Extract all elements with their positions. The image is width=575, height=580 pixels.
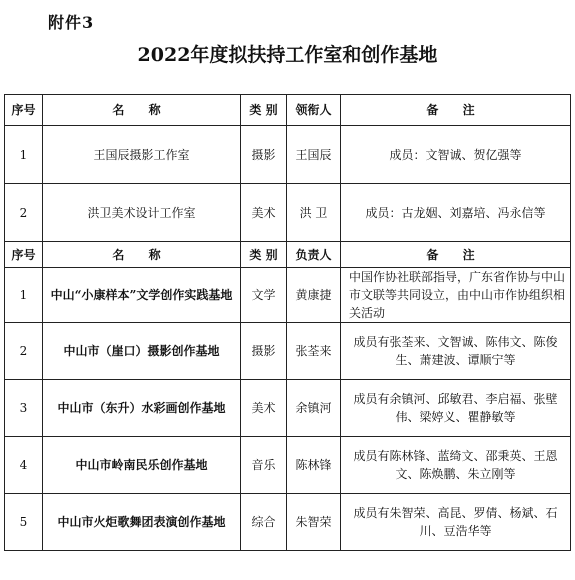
row-name: 中山市（东升）水彩画创作基地 — [43, 380, 241, 437]
row-category: 文学 — [241, 268, 287, 323]
table-row — [5, 437, 571, 494]
row-category: 美术 — [241, 380, 287, 437]
row-leader: 张荃来 — [287, 323, 341, 380]
header-category: 类 别 — [241, 95, 287, 126]
table-row — [5, 184, 571, 242]
row-leader: 陈林锋 — [287, 437, 341, 494]
row-no: 1 — [5, 268, 43, 323]
header-no: 序号 — [5, 242, 43, 268]
row-note: 成员有陈林锋、蓝绮文、邵秉英、王恩文、陈焕鹏、朱立刚等 — [341, 437, 571, 494]
support-table — [4, 94, 571, 551]
header-name: 名 称 — [43, 95, 241, 126]
header-category: 类 别 — [241, 242, 287, 268]
row-category: 音乐 — [241, 437, 287, 494]
header-note: 备 注 — [341, 242, 571, 268]
row-note: 成员有朱智荣、高昆、罗倩、杨斌、石川、豆浩华等 — [341, 494, 571, 551]
bases-header-row — [5, 242, 571, 268]
row-category: 综合 — [241, 494, 287, 551]
row-leader: 黄康捷 — [287, 268, 341, 323]
row-name: 中山市岭南民乐创作基地 — [43, 437, 241, 494]
row-name: 中山“小康样本”文学创作实践基地 — [43, 268, 241, 323]
row-category: 摄影 — [241, 126, 287, 184]
table-row — [5, 268, 571, 323]
table-row — [5, 380, 571, 437]
table-row — [5, 126, 571, 184]
row-no: 1 — [5, 126, 43, 184]
row-note: 成员：文智诚、贺亿强等 — [341, 126, 571, 184]
row-note: 成员有余镇河、邱敏君、李启福、张壁伟、梁婷义、瞿静敏等 — [341, 380, 571, 437]
attachment-label: 附件3 — [48, 13, 95, 32]
row-leader: 朱智荣 — [287, 494, 341, 551]
row-no: 2 — [5, 184, 43, 242]
row-name: 中山市（崖口）摄影创作基地 — [43, 323, 241, 380]
row-note: 中国作协社联部指导，广东省作协与中山市文联等共同设立，由中山市作协组织相关活动 — [341, 268, 571, 323]
row-name: 中山市火炬歌舞团表演创作基地 — [43, 494, 241, 551]
row-no: 2 — [5, 323, 43, 380]
row-no: 5 — [5, 494, 43, 551]
row-name: 王国辰摄影工作室 — [43, 126, 241, 184]
row-note: 成员：古龙姻、刘嘉培、冯永信等 — [341, 184, 571, 242]
row-category: 美术 — [241, 184, 287, 242]
header-leader: 负责人 — [287, 242, 341, 268]
table-row — [5, 323, 571, 380]
row-leader: 余镇河 — [287, 380, 341, 437]
row-note: 成员有张荃来、文智诚、陈伟文、陈俊生、萧建波、谭顺宁等 — [341, 323, 571, 380]
row-no: 3 — [5, 380, 43, 437]
row-no: 4 — [5, 437, 43, 494]
studios-header-row — [5, 95, 571, 126]
header-no: 序号 — [5, 95, 43, 126]
row-category: 摄影 — [241, 323, 287, 380]
row-leader: 王国辰 — [287, 126, 341, 184]
header-leader: 领衔人 — [287, 95, 341, 126]
document-title: 2022年度拟扶持工作室和创作基地 — [137, 44, 438, 66]
row-name: 洪卫美术设计工作室 — [43, 184, 241, 242]
table-row — [5, 494, 571, 551]
header-note: 备 注 — [341, 95, 571, 126]
row-leader: 洪 卫 — [287, 184, 341, 242]
header-name: 名 称 — [43, 242, 241, 268]
